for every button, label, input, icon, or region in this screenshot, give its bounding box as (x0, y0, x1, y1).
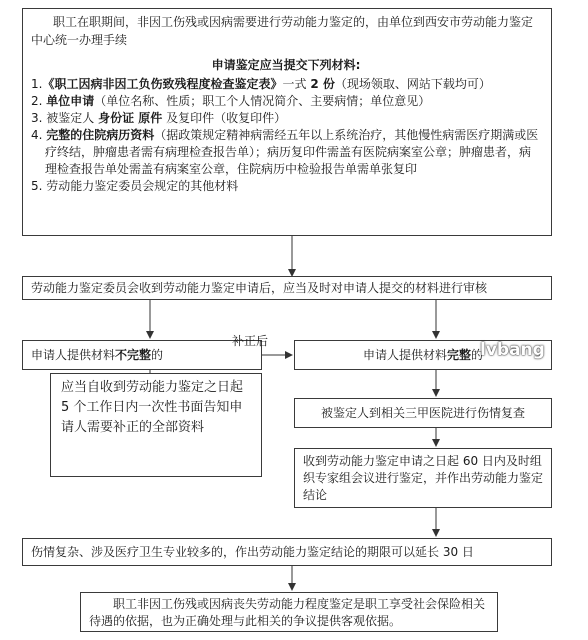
material-item-3: 3. 被鉴定人 身份证 原件 及复印件（收复印件） (31, 111, 287, 125)
material-item-2: 2. 单位申请（单位名称、性质；职工个人情况简介、主要病情；单位意见） (31, 94, 431, 108)
extension-box: 伤情复杂、涉及医疗卫生专业较多的，作出劳动能力鉴定结论的期限可以延长 30 日 (22, 538, 552, 566)
recheck-box: 被鉴定人到相关三甲医院进行伤情复查 (294, 398, 552, 428)
final-box: 职工非因工伤残或因病丧失劳动能力程度鉴定是职工享受社会保险相关待遇的依据，也为正确处理与此相关的争议提供客观依据。 (80, 592, 498, 632)
incomplete-materials-box: 申请人提供材料不完整的 (22, 340, 262, 370)
conclusion-box: 收到劳动能力鉴定申请之日起 60 日内及时组织专家组会议进行鉴定，并作出劳动能力鉴定结论 (294, 448, 552, 508)
material-item-1: 1.《职工因病非因工负伤致残程度检查鉴定表》一式 2 份（现场领取、网站下载均可） (31, 77, 491, 91)
materials-heading: 申请鉴定应当提交下列材料: (211, 58, 361, 72)
complete-materials-box: 申请人提供材料完整的 (294, 340, 552, 370)
intro-text: 职工在职期间，非因工伤残或因病需要进行劳动能力鉴定的，由单位到西安市劳动能力鉴定中心统一办理手续 (31, 15, 534, 47)
material-item-4: 4. 完整的住院病历资料（据政策规定精神病需经五年以上系统治疗，其他慢性病需医疗期满或医疗终结，肿瘤患者需有病理检查报告单）；病历复印件需盖有医院病案室公章；肿瘤患者，病理检查报告单处需盖有病案室公章，住院病历中检验报告单需单张复印 (31, 128, 539, 176)
material-item-5: 5. 劳动能力鉴定委员会规定的其他材料 (31, 179, 239, 193)
materials-box (22, 8, 552, 236)
incomplete-notice-box: 应当自收到劳动能力鉴定之日起 5 个工作日内一次性书面告知申请人需要补正的全部资料 (50, 373, 262, 477)
watermark-text: lvbang (480, 340, 545, 360)
supplement-label: 补正后 (232, 334, 269, 348)
review-box: 劳动能力鉴定委员会收到劳动能力鉴定申请后，应当及时对申请人提交的材料进行审核 (22, 276, 552, 300)
